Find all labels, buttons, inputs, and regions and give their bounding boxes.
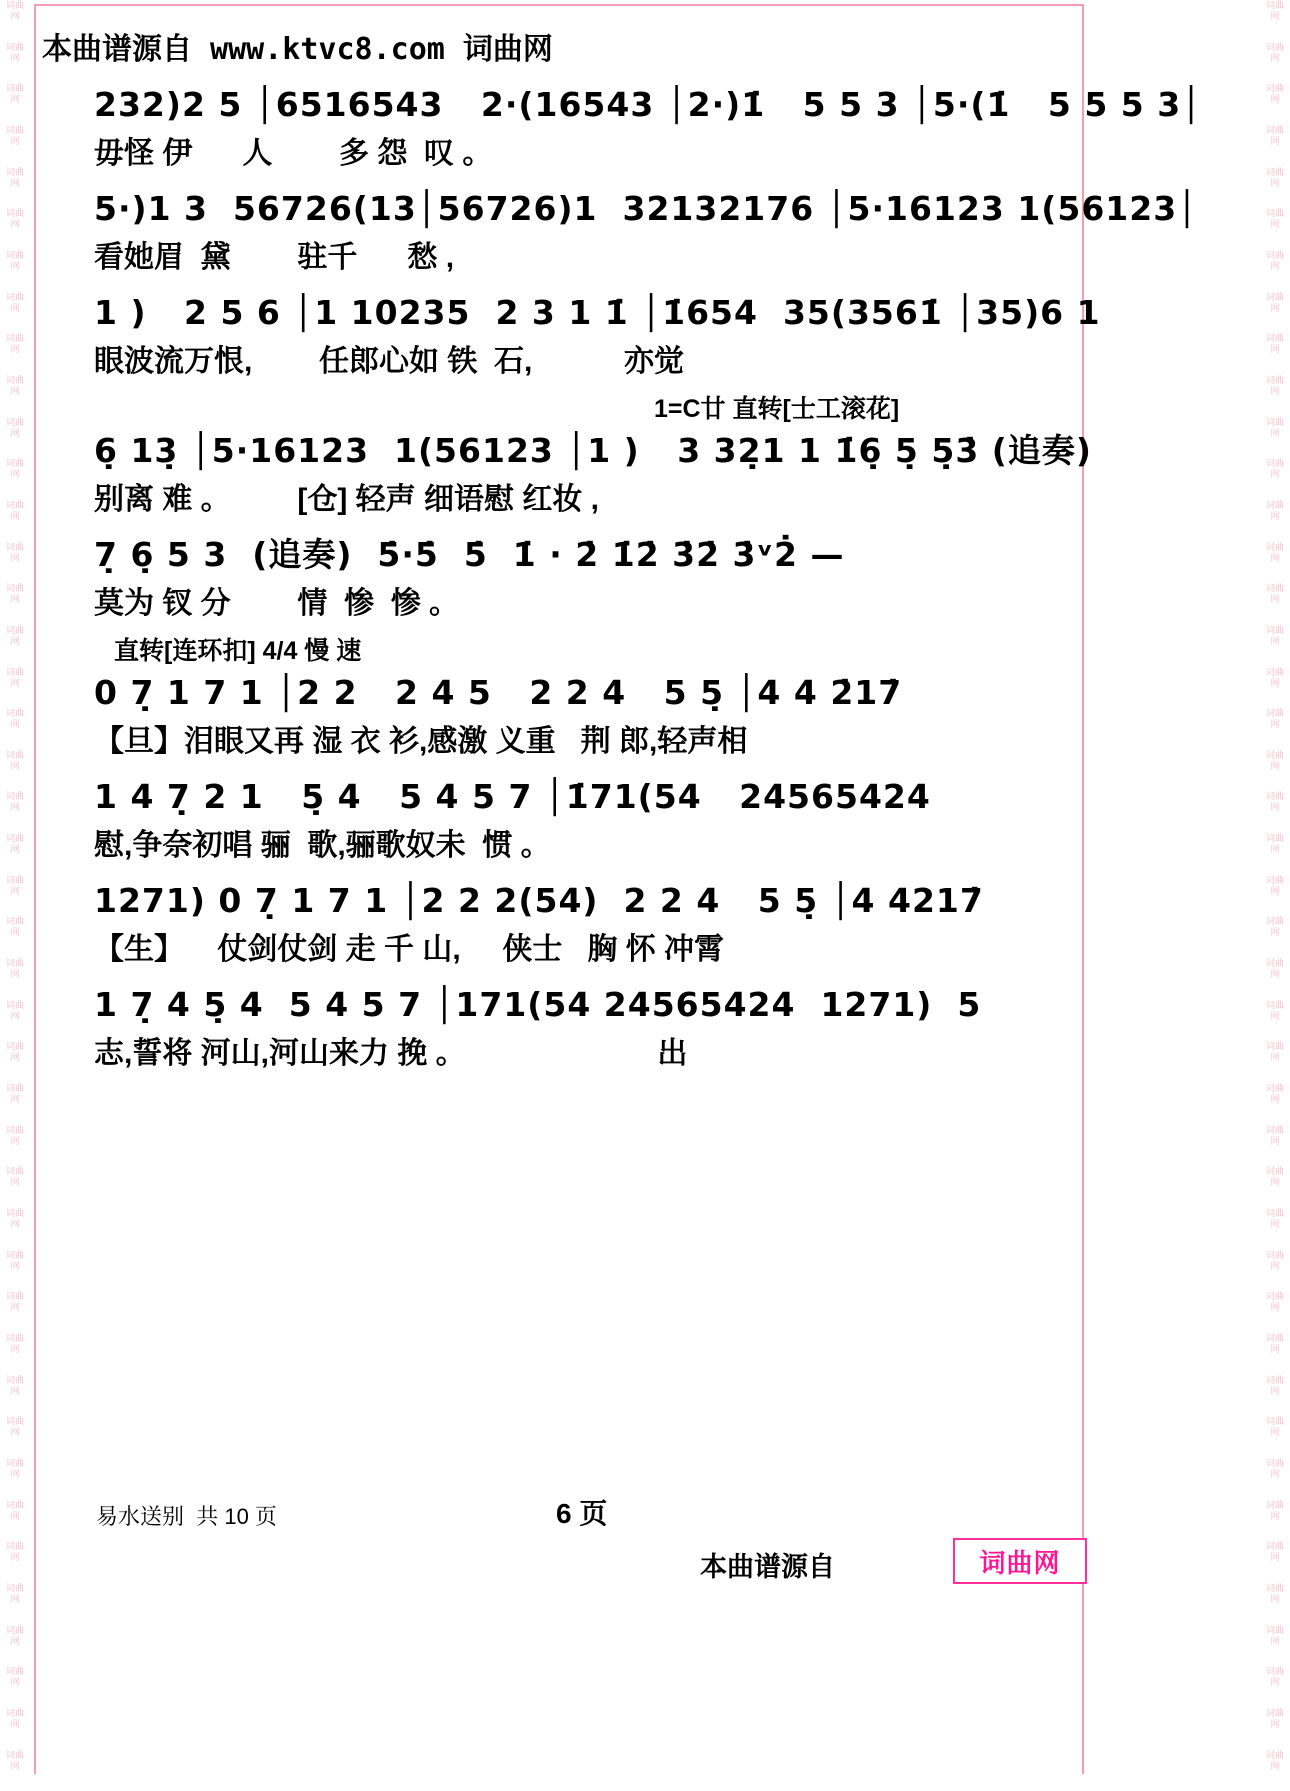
watermark-cell: 词曲网 bbox=[1265, 1374, 1284, 1396]
note-row: 6̣ 13̣ │5·16123 1(56123 │1 ) 3 32̣1 1 1̇6̣ 5̣ 5̣3̇ (追奏) bbox=[94, 431, 1092, 470]
watermark-cell: 词曲网 bbox=[5, 583, 24, 605]
watermark-cell: 词曲网 bbox=[5, 1541, 24, 1563]
watermark-cell: 词曲网 bbox=[5, 1582, 24, 1604]
lyric-row: 毋怪 伊 人 多 怨 叹 。 bbox=[94, 137, 493, 170]
watermark-cell: 词曲网 bbox=[1265, 0, 1284, 21]
watermark-cell: 词曲网 bbox=[1265, 1249, 1284, 1271]
watermark-cell: 词曲网 bbox=[5, 708, 24, 730]
watermark-cell: 词曲网 bbox=[5, 499, 24, 521]
watermark-cell: 词曲网 bbox=[1265, 249, 1284, 271]
watermark-cell: 词曲网 bbox=[5, 374, 24, 396]
watermark-cell: 词曲网 bbox=[1265, 1499, 1284, 1521]
watermark-cell: 词曲网 bbox=[5, 1291, 24, 1313]
watermark-cell: 词曲网 bbox=[1265, 1333, 1284, 1354]
watermark-cell: 词曲网 bbox=[5, 1749, 24, 1771]
watermark-cell: 词曲网 bbox=[5, 124, 24, 146]
watermark-cell: 词曲网 bbox=[5, 249, 24, 271]
watermark-cell: 词曲网 bbox=[1265, 1624, 1284, 1646]
score-body bbox=[34, 80, 1203, 1084]
watermark-cell: 词曲网 bbox=[1265, 833, 1284, 855]
key-change-mark: 1=C廿 直转[士工滚花] bbox=[654, 395, 900, 423]
score-system bbox=[34, 772, 1086, 868]
watermark-cell: 词曲网 bbox=[1265, 83, 1284, 105]
watermark-cell: 词曲网 bbox=[1265, 458, 1284, 480]
watermark-cell: 词曲网 bbox=[5, 999, 24, 1021]
watermark-cell: 词曲网 bbox=[1265, 916, 1284, 938]
watermark-cell: 词曲网 bbox=[5, 1707, 24, 1729]
watermark-cell: 词曲网 bbox=[5, 624, 24, 646]
lyric-row: 眼波流万恨, 任郎心如 铁 石, 亦觉 bbox=[94, 345, 685, 378]
watermark-cell: 词曲网 bbox=[1265, 499, 1284, 521]
watermark-cell: 词曲网 bbox=[5, 1666, 24, 1688]
watermark-cell: 词曲网 bbox=[1265, 958, 1284, 980]
watermark-cell: 词曲网 bbox=[1265, 1707, 1284, 1729]
watermark-cell: 词曲网 bbox=[5, 1416, 24, 1438]
watermark-cell: 词曲网 bbox=[5, 0, 24, 21]
score-system bbox=[34, 392, 1092, 522]
watermark-cell: 词曲网 bbox=[5, 541, 24, 563]
score-system bbox=[34, 530, 1086, 626]
watermark-cell: 词曲网 bbox=[5, 1333, 24, 1354]
watermark-cell: 词曲网 bbox=[1265, 41, 1284, 63]
watermark-cell: 词曲网 bbox=[5, 41, 24, 63]
watermark-cell: 词曲网 bbox=[1265, 874, 1284, 896]
watermark-cell: 词曲网 bbox=[5, 458, 24, 480]
watermark-cell: 词曲网 bbox=[1265, 541, 1284, 563]
watermark-cell: 词曲网 bbox=[1265, 166, 1284, 188]
watermark-cell: 词曲网 bbox=[1265, 1166, 1284, 1188]
watermark-cell: 词曲网 bbox=[5, 1499, 24, 1521]
lyric-row: 慰,争奈初唱 骊 歌,骊歌奴未 惯 。 bbox=[94, 829, 551, 862]
note-row: 5·)1 3 56726(13│56726)1 32132176 │5·16123 1(56123│ bbox=[94, 189, 1199, 228]
watermark-cell: 词曲网 bbox=[5, 666, 24, 688]
source-note-top: 本曲谱源自 www.ktvc8.com 词曲网 bbox=[42, 32, 553, 67]
watermark-cell: 词曲网 bbox=[1265, 333, 1284, 355]
watermark-cell: 词曲网 bbox=[1265, 1416, 1284, 1438]
score-system bbox=[34, 184, 1199, 280]
watermark-cell: 词曲网 bbox=[1265, 999, 1284, 1021]
watermark-cell: 词曲网 bbox=[5, 791, 24, 813]
watermark-cell: 词曲网 bbox=[5, 1166, 24, 1188]
watermark-cell: 词曲网 bbox=[5, 1249, 24, 1271]
page-number: 6 页 bbox=[556, 1498, 608, 1529]
watermark-cell: 词曲网 bbox=[5, 749, 24, 771]
watermark-cell: 词曲网 bbox=[1265, 1457, 1284, 1479]
note-row: 1271) 0 7̣ 1 7 1 │2 2 2(54) 2 2 4 5 5̣ │4 4217̇ bbox=[94, 881, 984, 920]
watermark-cell: 词曲网 bbox=[5, 1208, 24, 1230]
score-system bbox=[34, 80, 1203, 176]
watermark-cell: 词曲网 bbox=[5, 1041, 24, 1063]
note-row: 0 7̣ 1 7 1 │2 2 2 4 5 2 2 4 5 5̣ │4 4 2̇17̇ bbox=[94, 673, 903, 712]
watermark-cell: 词曲网 bbox=[1265, 1291, 1284, 1313]
watermark-cell: 词曲网 bbox=[5, 958, 24, 980]
watermark-cell: 词曲网 bbox=[5, 1374, 24, 1396]
watermark-cell: 词曲网 bbox=[1265, 124, 1284, 146]
watermark-cell: 词曲网 bbox=[5, 208, 24, 230]
watermark-cell: 词曲网 bbox=[1265, 1041, 1284, 1063]
lyric-row: 【生】 仗剑仗剑 走 千 山, 侠士 胸 怀 冲霄 bbox=[94, 933, 725, 966]
note-row: 1 4 7̣ 2 1 5̣ 4 5 4 5 7 │1̇71(54 24565424 bbox=[94, 777, 931, 816]
watermark-cell: 词曲网 bbox=[5, 416, 24, 438]
watermark-cell: 词曲网 bbox=[5, 916, 24, 938]
watermark-cell: 词曲网 bbox=[1265, 749, 1284, 771]
lyric-row: 看她眉 黛 驻千 愁 , bbox=[94, 241, 455, 274]
note-row: 1 ) 2 5 6 │1 10235 2 3 1 1̇ │1̇654 35(3561̇ │35)6 1 bbox=[94, 293, 1101, 332]
note-row: 7̣ 6̣ 5 3 (追奏) 5̇·5̇ 5̇ 1̇ · 2̇ 1̇2̇ 3̇2̇ 3̇ᵛ2̇ — bbox=[94, 535, 845, 574]
watermark-cell: 词曲网 bbox=[5, 1083, 24, 1105]
site-logo-text: 词曲网 bbox=[979, 1547, 1061, 1578]
lyric-row: 别离 难 。 [仓] 轻声 细语慰 红妆 , bbox=[94, 483, 600, 516]
watermark-cell: 词曲网 bbox=[1265, 1666, 1284, 1688]
footer-title: 易水送别 共 10 页 bbox=[96, 1504, 277, 1529]
watermark-cell: 词曲网 bbox=[1265, 1083, 1284, 1105]
watermark-cell: 词曲网 bbox=[5, 874, 24, 896]
watermark-cell: 词曲网 bbox=[1265, 208, 1284, 230]
source-note-bottom: 本曲谱源自 bbox=[700, 1552, 835, 1582]
watermark-cell: 词曲网 bbox=[1265, 791, 1284, 813]
lyric-row: 【旦】泪眼又再 湿 衣 衫,感激 义重 荆 郎,轻声相 bbox=[94, 725, 748, 758]
watermark-cell: 词曲网 bbox=[1265, 666, 1284, 688]
watermark-cell: 词曲网 bbox=[1265, 1541, 1284, 1563]
watermark-cell: 词曲网 bbox=[5, 333, 24, 355]
tempo-mark: 直转[连环扣] 4/4 慢 速 bbox=[114, 637, 362, 665]
watermark-cell: 词曲网 bbox=[1265, 1124, 1284, 1146]
watermark-cell: 词曲网 bbox=[1265, 708, 1284, 730]
watermark-cell: 词曲网 bbox=[5, 833, 24, 855]
watermark-cell: 词曲网 bbox=[1265, 1582, 1284, 1604]
score-system bbox=[34, 876, 1086, 972]
watermark-cell: 词曲网 bbox=[5, 1124, 24, 1146]
watermark-cell: 词曲网 bbox=[5, 1457, 24, 1479]
watermark-cell: 词曲网 bbox=[1265, 583, 1284, 605]
lyric-row: 志,誓将 河山,河山来力 挽 。 出 bbox=[94, 1037, 688, 1070]
watermark-cell: 词曲网 bbox=[1265, 374, 1284, 396]
watermark-cell: 词曲网 bbox=[5, 291, 24, 313]
watermark-cell: 词曲网 bbox=[1265, 1208, 1284, 1230]
lyric-row: 莫为 钗 分 情 惨 惨 。 bbox=[94, 587, 460, 620]
site-logo bbox=[953, 1538, 1087, 1584]
watermark-cell: 词曲网 bbox=[1265, 624, 1284, 646]
score-system bbox=[34, 288, 1101, 384]
watermark-cell: 词曲网 bbox=[1265, 291, 1284, 313]
score-system bbox=[34, 980, 1086, 1076]
score-system bbox=[34, 634, 1086, 764]
watermark-cell: 词曲网 bbox=[5, 166, 24, 188]
watermark-cell: 词曲网 bbox=[1265, 416, 1284, 438]
watermark-column-left bbox=[0, 0, 30, 1791]
watermark-column-right bbox=[1260, 0, 1290, 1791]
note-row: 232)2 5 │6516543 2·(16543 │2·)1̇ 5 5 3 │5·(1̇ 5 5 5 3│ bbox=[94, 85, 1203, 124]
watermark-cell: 词曲网 bbox=[1265, 1749, 1284, 1771]
watermark-cell: 词曲网 bbox=[5, 1624, 24, 1646]
watermark-cell: 词曲网 bbox=[5, 83, 24, 105]
note-row: 1 7̣ 4 5̣ 4 5 4 5 7 │171(54 24565424 1271) 5 bbox=[94, 985, 982, 1024]
